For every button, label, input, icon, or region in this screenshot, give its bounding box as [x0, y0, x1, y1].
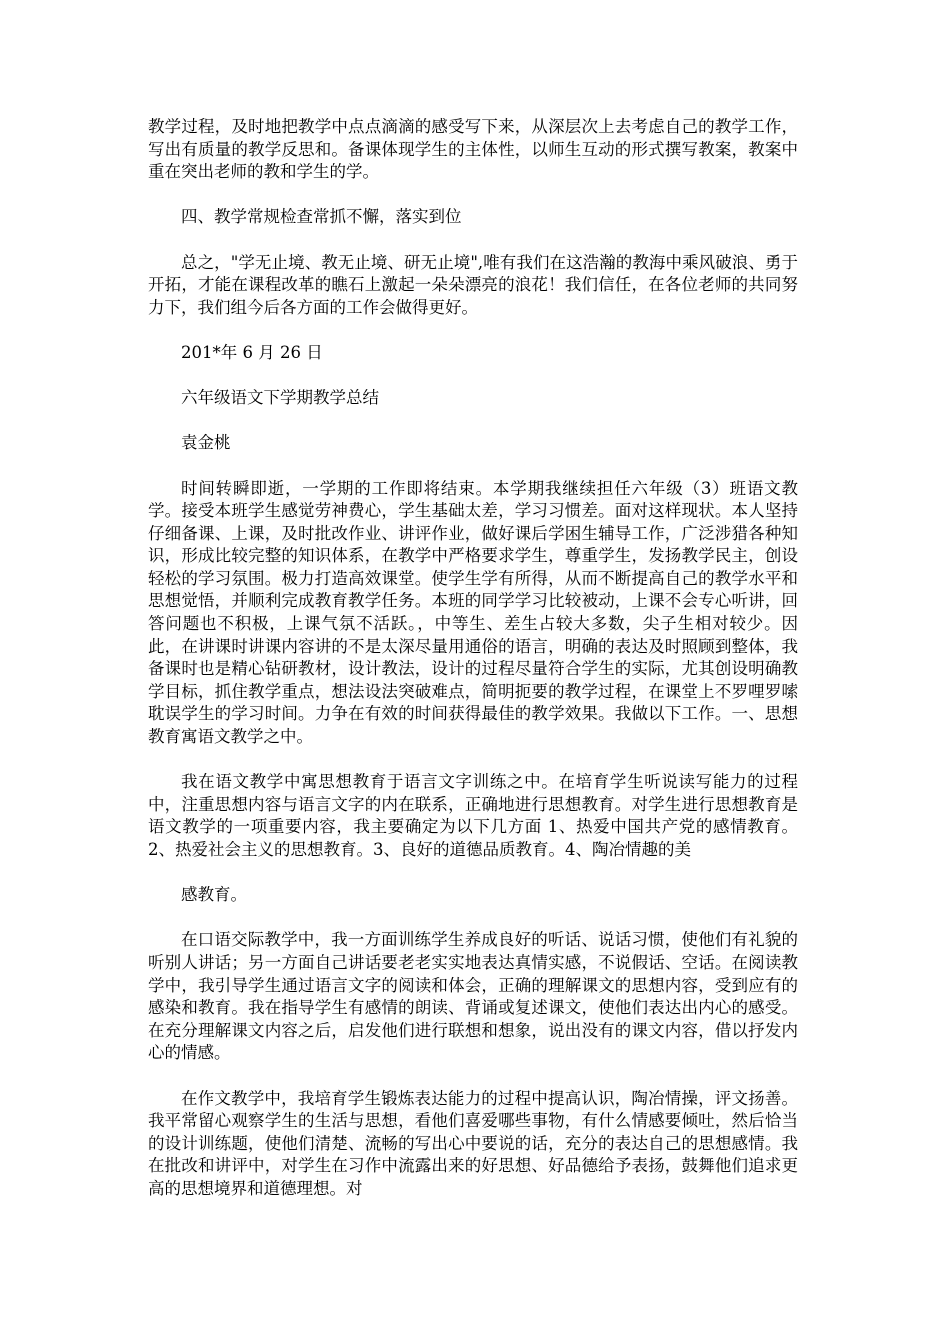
paragraph-oral-communication: 在口语交际教学中，我一方面训练学生养成良好的听话、说话习惯，使他们有礼貌的听别人讲话；另一方面自己讲话要老老实实地表达真情实感，不说假话、空话。在阅读教学中，我引导学生通过语言文字的阅读和体会，正确的理解课文的思想内容，受到应有的感染和教育。我在指导学生有感情的朗读、背诵或复述课文，使他们表达出内心的感受。在充分理解课文内容之后，启发他们进行联想和想象，说出没有的课文内容，借以抒发内心的情感。 [148, 930, 798, 1063]
document-title: 六年级语文下学期教学总结 [181, 388, 379, 408]
section-heading-4: 四、教学常规检查常抓不懈，落实到位 [181, 207, 462, 227]
paragraph-composition: 在作文教学中，我培育学生锻炼表达能力的过程中提高认识，陶冶情操，评文扬善。我平常留心观察学生的生活与思想，看他们喜爱哪些事物，有什么情感要倾吐，然后恰当的设计训练题，使他们清楚、流畅的写出心中要说的话，充分的表达自己的思想感情。我在批改和讲评中，对学生在习作中流露出来的好思想、好品德给予表扬，鼓舞他们追求更高的思想境界和道德理想。对 [148, 1088, 798, 1198]
paragraph-intro: 时间转瞬即逝，一学期的工作即将结束。本学期我继续担任六年级（3）班语文教学。接受本班学生感觉劳神费心，学生基础太差，学习习惯差。面对这样现状。本人坚持仔细备课、上课，及时批改作业、讲评作业，做好课后学困生辅导工作，广泛涉猎各种知识，形成比较完整的知识体系，在教学中严格要求学生，尊重学生，发扬教学民主，创设轻松的学习氛围。极力打造高效课堂。使学生学有所得，从而不断提高自己的教学水平和思想觉悟，并顺利完成教育教学任务。本班的同学学习比较被动，上课不会专心听讲，回答问题也不积极，上课气氛不活跃。，中等生、差生占较大多数，尖子生相对较少。因此，在讲课时讲课内容讲的不是太深尽量用通俗的语言，明确的表达及时照顾到整体，我备课时也是精心钻研教材，设计教法，设计的过程尽量符合学生的实际，尤其创设明确教学目标，抓住教学重点，想法设法突破难点，简明扼要的教学过程，在课堂上不罗哩罗嗦耽误学生的学习时间。力争在有效的时间获得最佳的教学效果。我做以下工作。一、思想教育寓语文教学之中。 [148, 478, 798, 747]
date-line: 201*年 6 月 26 日 [181, 342, 323, 362]
paragraph-continuation: 教学过程，及时地把教学中点点滴滴的感受写下来，从深层次上去考虑自己的教学工作，写出有质量的教学反思和。备课体现学生的主体性，以师生互动的形式撰写教案，教案中重在突出老师的教和学生的学。 [148, 117, 798, 182]
paragraph-fragment: 感教育。 [181, 885, 247, 905]
paragraph-moral-education: 我在语文教学中寓思想教育于语言文字训练之中。在培育学生听说读写能力的过程中，注重思想内容与语言文字的内在联系，正确地进行思想教育。对学生进行思想教育是语文教学的一项重要内容，我主要确定为以下几方面 1、热爱中国共产党的感情教育。2、热爱社会主义的思想教育。3、良好的道德品质教育。4、陶冶情趣的美 [148, 772, 798, 859]
document-body [148, 116, 798, 1223]
author-name: 袁金桃 [181, 433, 231, 453]
paragraph-conclusion: 总之，"学无止境、教无止境、研无止境",唯有我们在这浩瀚的教海中乘风破浪、勇于开拓，才能在课程改革的瞧石上激起一朵朵漂亮的浪花！我们信任，在各位老师的共同努力下，我们组今后各方面的工作会做得更好。 [148, 252, 798, 317]
